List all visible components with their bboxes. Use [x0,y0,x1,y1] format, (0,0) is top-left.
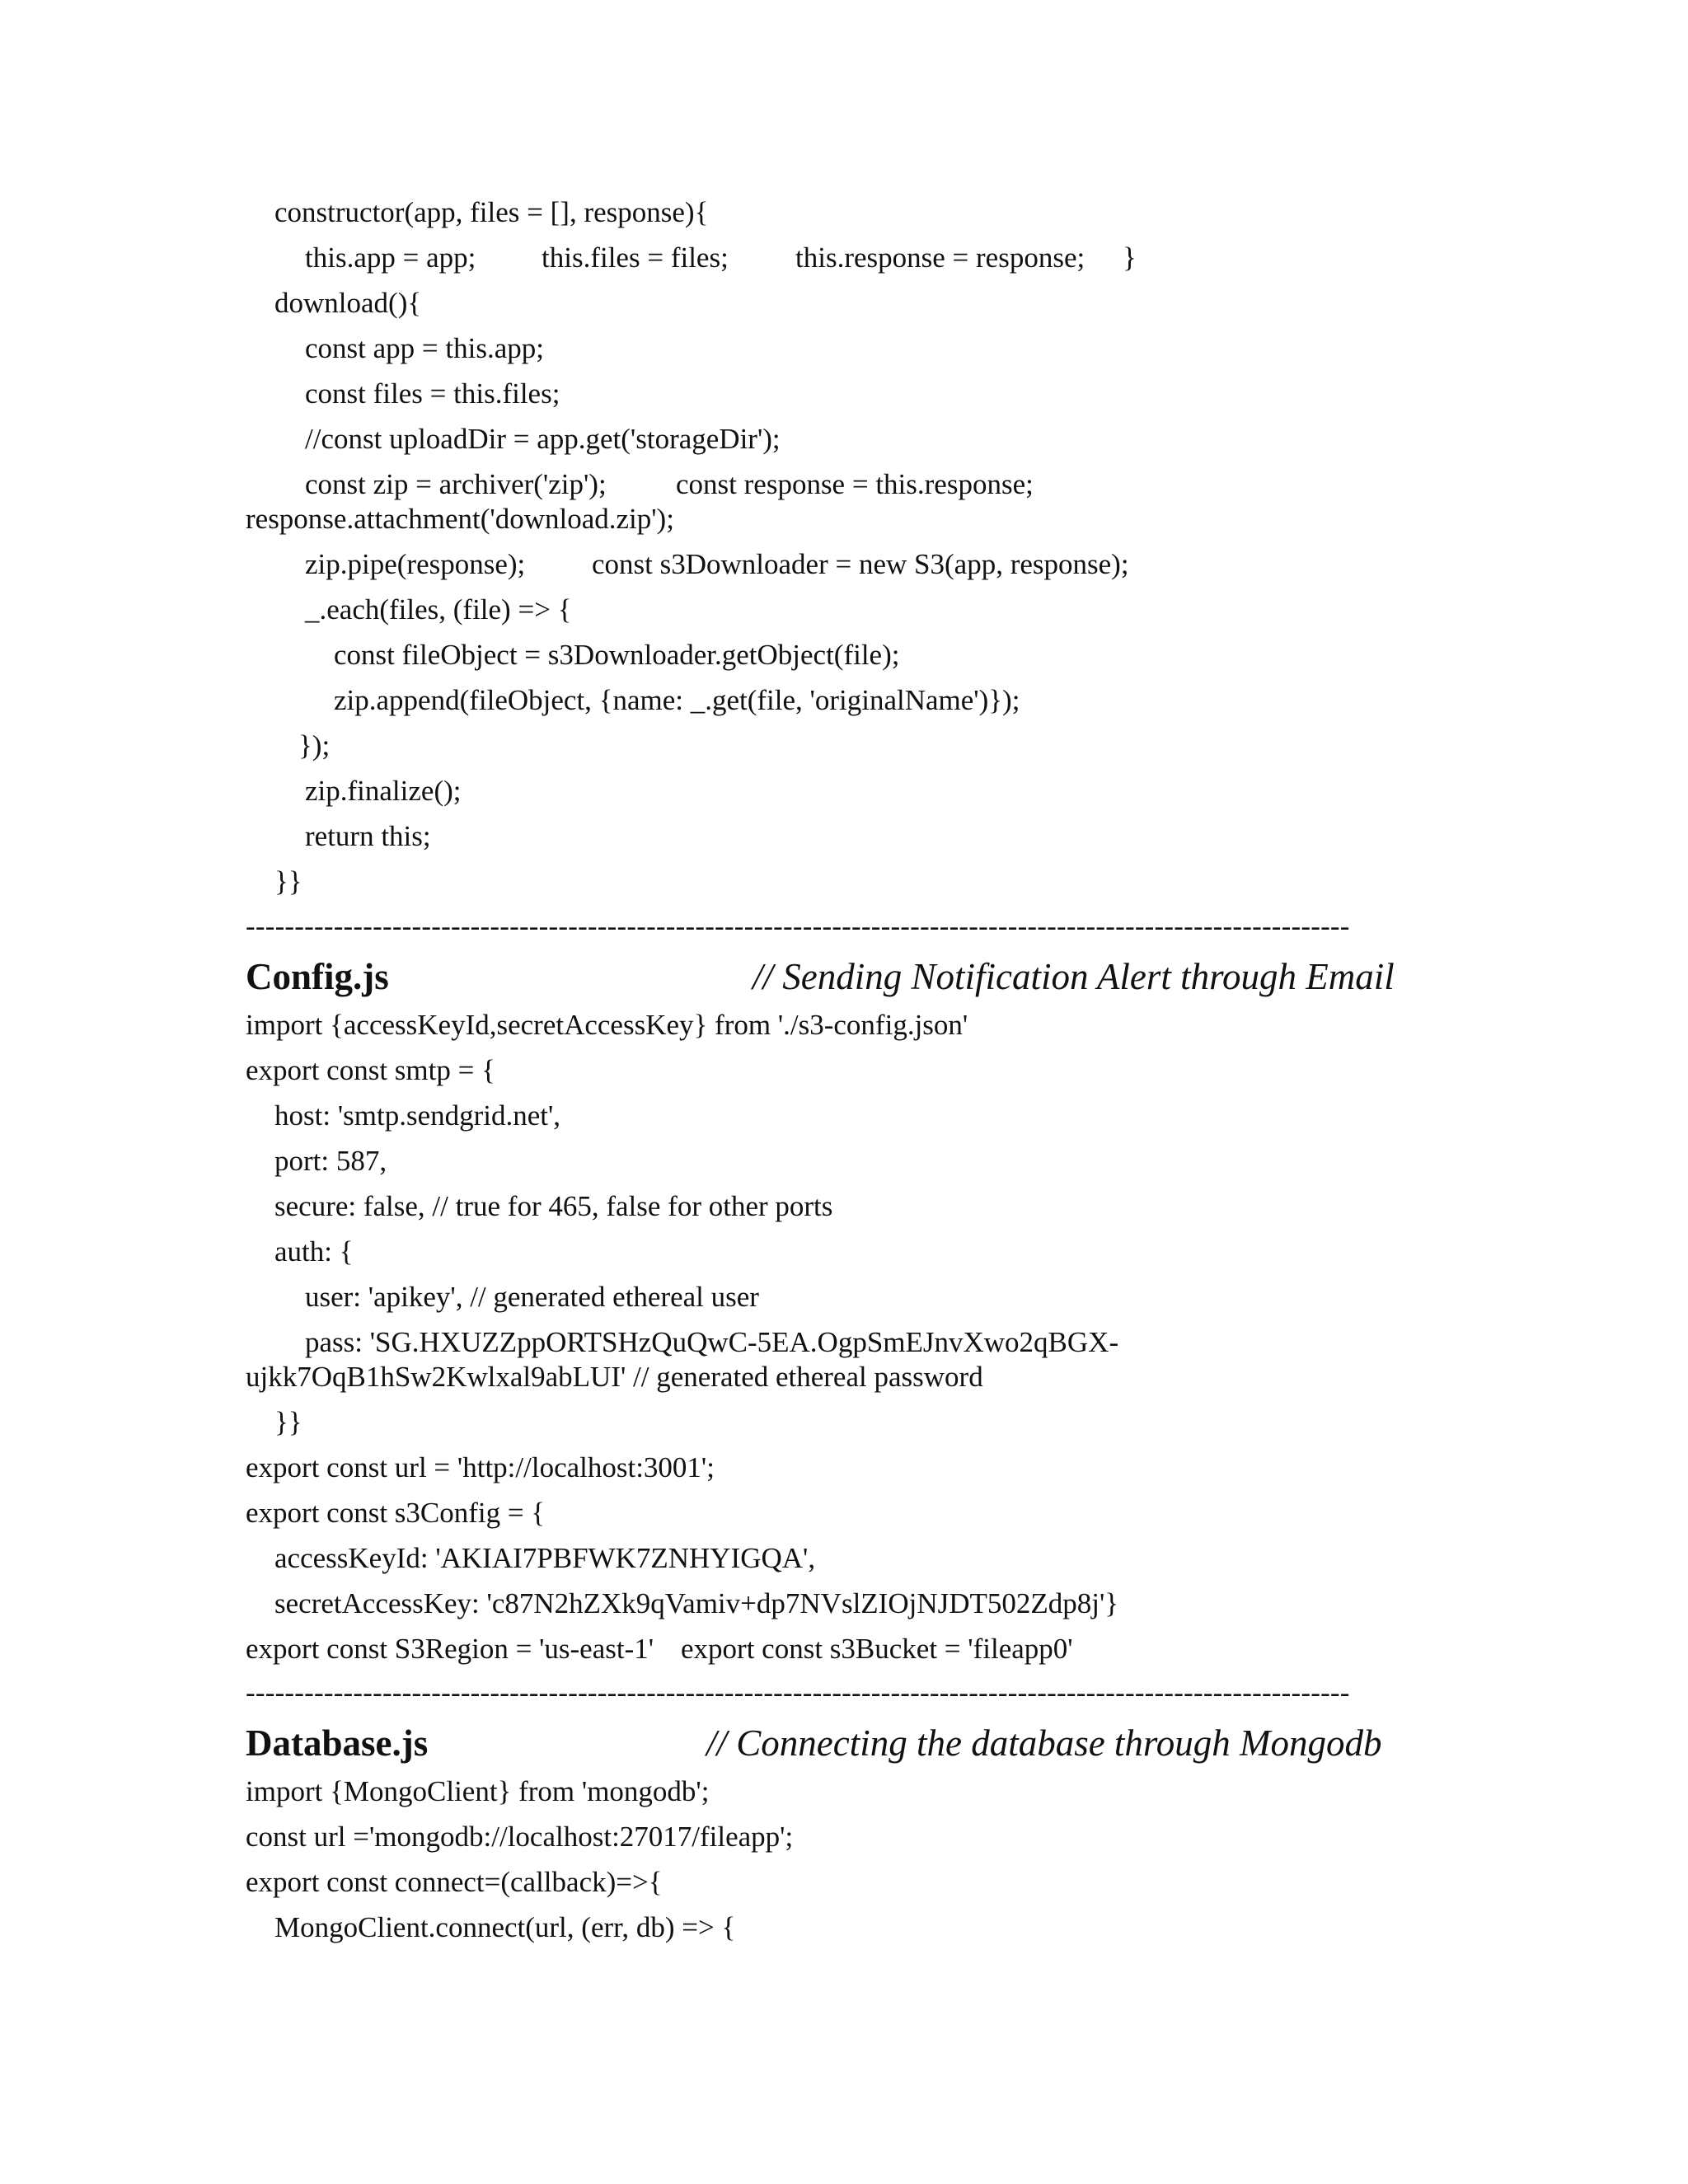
code-line: }} [274,865,302,898]
code-line: this.app = app; [305,241,476,274]
code-line: this.files = files; [542,241,729,274]
code-line: }); [298,729,331,762]
code-line: return this; [305,820,431,852]
code-line: zip.pipe(response); [305,548,526,580]
code-line: export const smtp = { [246,1054,495,1086]
code-line: host: 'smtp.sendgrid.net', [274,1099,561,1132]
code-line: ujkk7OqB1hSw2Kwlxal9abLUI' // generated ethereal password [246,1361,983,1393]
code-line: response.attachment('download.zip'); [246,503,674,535]
code-line: const fileObject = s3Downloader.getObject(file); [334,639,900,671]
code-line: }} [274,1406,302,1438]
code-line: import {MongoClient} from 'mongodb'; [246,1775,710,1807]
code-line: auth: { [274,1235,354,1268]
code-line: zip.finalize(); [305,775,462,807]
code-line: this.response = response; [795,241,1085,274]
section-comment: // Connecting the database through Mongodb [706,1722,1382,1764]
code-line: MongoClient.connect(url, (err, db) => { [274,1911,736,1943]
section-title: Database.js [246,1722,429,1764]
code-line: accessKeyId: 'AKIAI7PBFWK7ZNHYIGQA', [274,1542,816,1574]
code-line: export const S3Region = 'us-east-1' [246,1633,654,1665]
code-line: user: 'apikey', // generated ethereal user [305,1281,759,1313]
code-line: constructor(app, files = [], response){ [274,196,709,228]
code-line: const response = this.response; [676,468,1034,500]
section-comment: // Sending Notification Alert through Email [753,956,1395,997]
code-line: zip.append(fileObject, {name: _.get(file, 'originalName')}); [334,684,1020,716]
code-line: const url ='mongodb://localhost:27017/fileapp'; [246,1821,794,1853]
code-line: const zip = archiver('zip'); [305,468,607,500]
code-line: _.each(files, (file) => { [305,593,572,626]
code-line: const files = this.files; [305,377,560,410]
code-line: export const connect=(callback)=>{ [246,1866,663,1898]
code-line: //const uploadDir = app.get('storageDir'); [305,423,781,455]
separator-line: ----------------------------------------------------------------------------------------------------------------- [246,910,1350,942]
code-line: export const s3Config = { [246,1497,546,1529]
code-line: secretAccessKey: 'c87N2hZXk9qVamiv+dp7NVslZIOjNJDT502Zdp8j'} [274,1587,1119,1619]
code-line: secure: false, // true for 465, false for other ports [274,1190,833,1222]
code-line: export const s3Bucket = 'fileapp0' [681,1633,1073,1665]
code-line: port: 587, [274,1145,387,1177]
code-line: import {accessKeyId,secretAccessKey} from './s3-config.json' [246,1009,968,1041]
separator-line: ----------------------------------------------------------------------------------------------------------------- [246,1676,1350,1708]
code-line: pass: 'SG.HXUZZppORTSHzQuQwC-5EA.OgpSmEJnvXwo2qBGX- [305,1326,1119,1358]
code-line: export const url = 'http://localhost:3001'; [246,1451,715,1483]
section-title: Config.js [246,956,389,997]
code-line: } [1123,241,1137,274]
code-line: const s3Downloader = new S3(app, response); [592,548,1129,580]
code-line: download(){ [274,287,422,319]
code-line: const app = this.app; [305,332,544,364]
